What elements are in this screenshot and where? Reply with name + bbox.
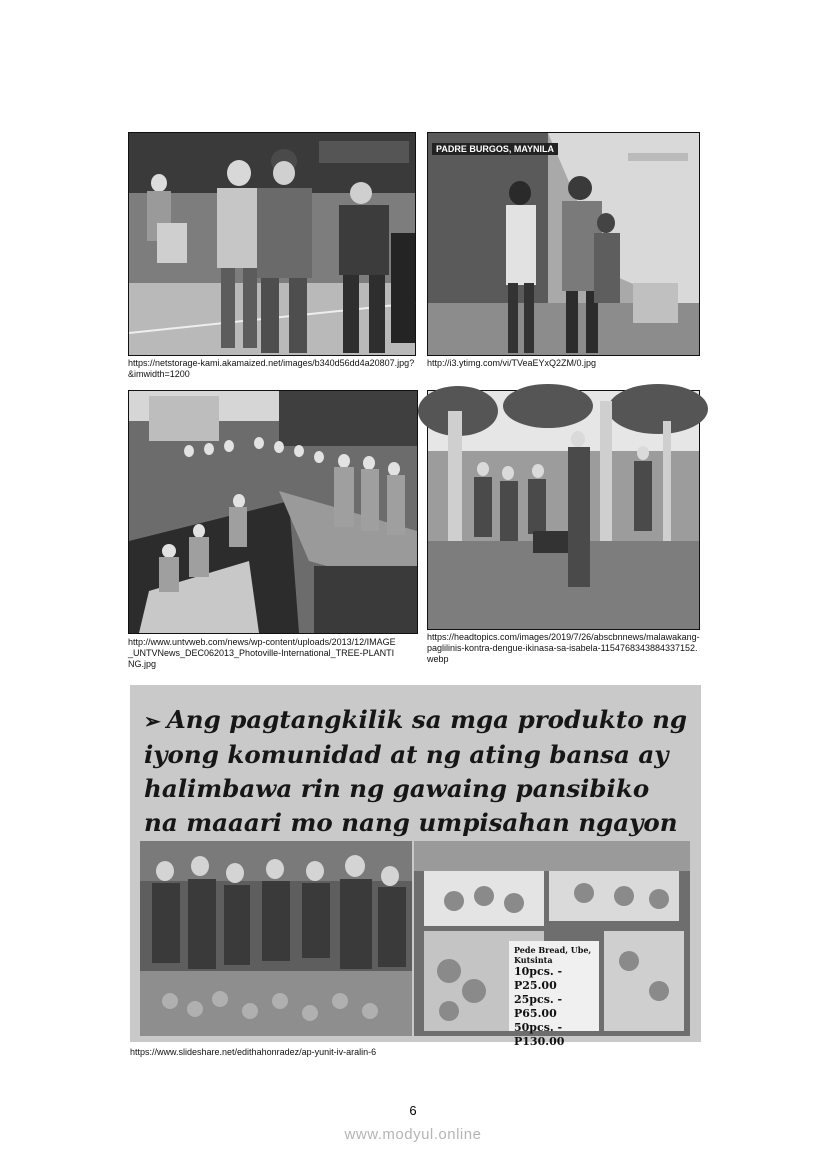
slide-text-content: Ang pagtangkilik sa mga produkto ng iyong komunidad at ng ating bansa ay halimbawa rin ng gawaing pansibiko na maaari mo nang umpisahan ngayon — [144, 705, 688, 837]
market-crowd-photo-icon — [140, 841, 412, 1036]
watermark: www.modyul.online — [344, 1126, 482, 1143]
price-sign-title: Pede Bread, Ube, Kutsinta — [514, 945, 592, 965]
photo-masked-people — [128, 132, 416, 356]
photo-caption-mid-right: https://headtopics.com/images/2019/7/26/abscbnnews/malawakang-paglilinis-kontra-dengue-ikinasa-sa-isabela-1154768343884337152.webp — [427, 632, 700, 664]
price-sign — [514, 945, 598, 1049]
street-scene-photo-icon — [428, 133, 699, 355]
price-sign-line-50: 50pcs. - P130.00 — [514, 1021, 565, 1048]
tree-area-cleanup-photo-icon — [428, 391, 699, 629]
location-sign: PADRE BURGOS, MAYNILA — [432, 143, 558, 155]
slide-photo-market — [140, 841, 412, 1036]
slide-caption: https://www.slideshare.net/edithahonradez/ap-yunit-iv-aralin-6 — [130, 1047, 377, 1057]
photo-caption-top-right: http://i3.ytimg.com/vi/TVeaEYxQ2ZM/0.jpg — [427, 358, 597, 368]
price-sign-line-10: 10pcs. - P25.00 — [514, 965, 563, 992]
photo-canal-cleanup — [128, 390, 418, 634]
price-sign-line-25: 25pcs. - P65.00 — [514, 993, 563, 1020]
page-number: 6 — [409, 1103, 417, 1118]
canal-cleanup-photo-icon — [129, 391, 417, 633]
photo-padre-burgos — [427, 132, 700, 356]
arrow-bullet-icon: ➢ — [144, 709, 161, 733]
photo-dengue-cleanup — [427, 390, 700, 630]
slide-photo-bread — [414, 841, 690, 1048]
photo-caption-mid-left: http://www.untvweb.com/news/wp-content/uploads/2013/12/IMAGE_UNTVNews_DEC062013_Photoville-International_TREE-PLANTING.jpg — [128, 637, 396, 669]
people-in-masks-photo-icon — [129, 133, 415, 355]
photo-caption-top-left: https://netstorage-kami.akamaized.net/images/b340d56dd4a20807.jpg?&imwidth=1200 — [128, 358, 415, 379]
slide-image — [130, 685, 701, 1048]
